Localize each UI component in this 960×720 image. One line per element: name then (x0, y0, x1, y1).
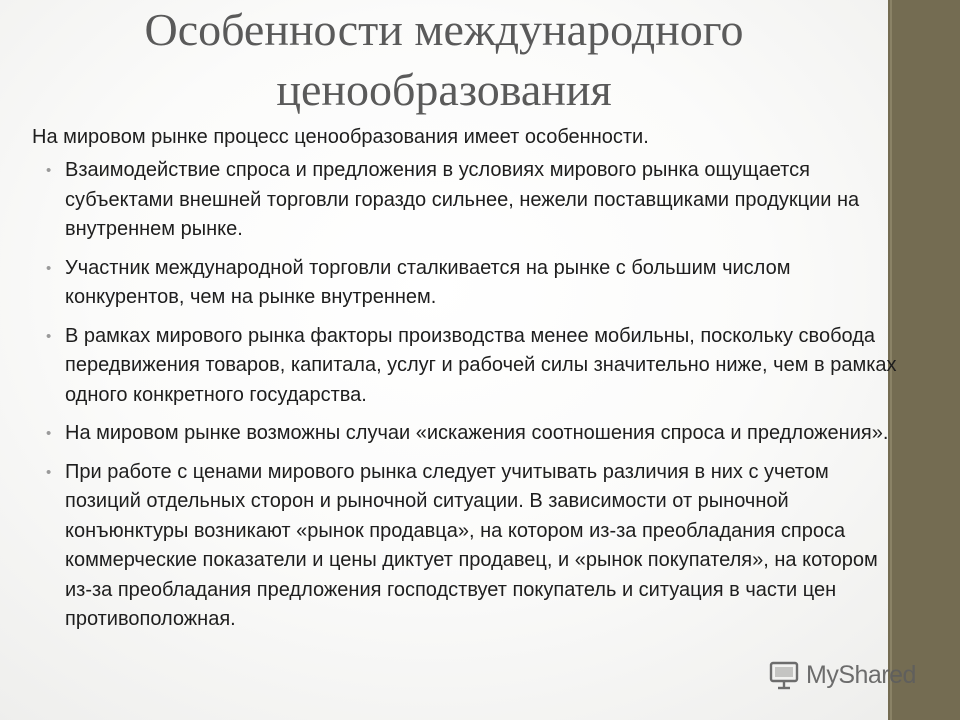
watermark-text: MyShared (806, 660, 916, 689)
bullet-item-5 (46, 458, 906, 635)
bullet-item-2 (46, 254, 906, 313)
bullet-text: Участник международной торговли сталкивается на рынке с большим числом конкурентов, чем на рынке внутреннем. (65, 256, 791, 308)
bullet-item-3 (46, 322, 906, 411)
bullet-marker: • (46, 425, 52, 442)
slide-title (0, 0, 888, 120)
bullet-marker: • (46, 327, 52, 345)
slide-title-line-1: Особенности международного (144, 4, 744, 55)
bullet-text: На мировом рынке возможны случаи «искажения соотношения спроса и предложения». (65, 422, 889, 444)
bullet-list (46, 156, 906, 644)
bullet-marker: • (46, 259, 52, 277)
watermark (768, 657, 916, 693)
presentation-board-icon (768, 659, 800, 691)
intro-text: На мировом рынке процесс ценообразования имеет особенности. (32, 126, 649, 148)
bullet-text: Взаимодействие спроса и предложения в условиях мирового рынка ощущается субъектами внешней торговли гораздо сильнее, нежели поставщиками продукции на внутреннем рынке. (65, 159, 860, 240)
bullet-text: При работе с ценами мирового рынка следует учитывать различия в них с учетом позиций отдельных сторон и рыночной ситуации. В зависимости от рыночной конъюнктуры возникают «рынок продавца», на котором из-за преобладания спроса коммерческие показатели и цены диктует продавец, и «рынок покупателя», на котором из-за преобладания предложения господствует покупатель и ситуация в части цен противоположная. (65, 460, 878, 630)
slide-title-line-2: ценообразования (276, 64, 612, 115)
bullet-item-4 (46, 419, 906, 449)
bullet-item-1 (46, 156, 906, 245)
bullet-marker: • (46, 162, 52, 179)
bullet-text: В рамках мирового рынка факторы производства менее мобильны, поскольку свобода передвижения товаров, капитала, услуг и рабочей силы значительно ниже, чем в рамках одного конкретного государства. (65, 324, 897, 406)
bullet-marker: • (46, 463, 52, 481)
